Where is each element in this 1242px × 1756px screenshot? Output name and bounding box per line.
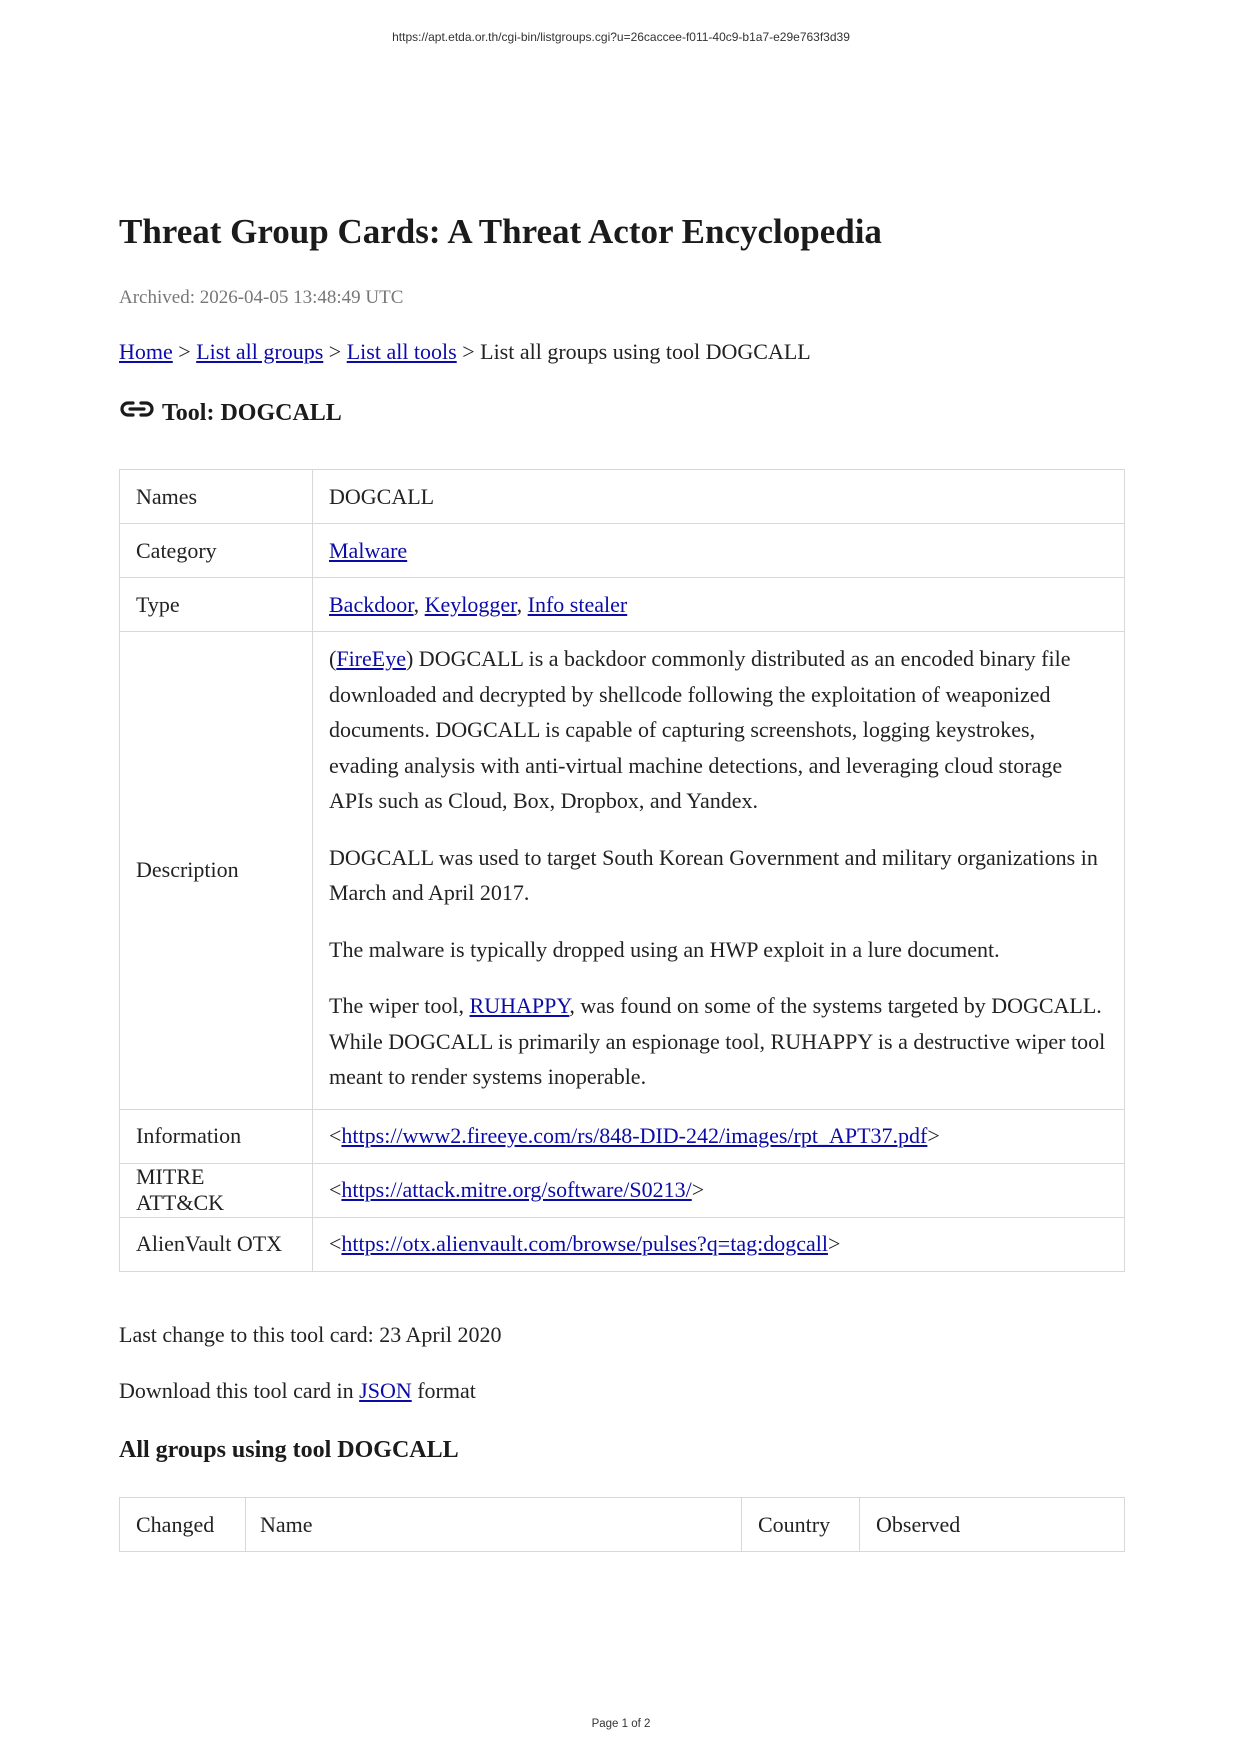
page-title: Threat Group Cards: A Threat Actor Encyclopedia [119,212,882,251]
tool-info-table [119,469,1125,1272]
archived-timestamp: Archived: 2026-04-05 13:48:49 UTC [119,287,404,308]
otx-label: AlienVault OTX [120,1217,313,1271]
table-row [120,1163,1125,1217]
download-line [119,1378,476,1404]
table-row [120,524,1125,578]
groups-heading: All groups using tool DOGCALL [119,1437,459,1463]
breadcrumb-current: > List all groups using tool DOGCALL [456,339,811,364]
type-separator: , [516,591,528,617]
column-header-name[interactable]: Name [246,1498,742,1552]
otx-value [313,1217,1125,1271]
column-header-observed[interactable]: Observed [860,1498,1125,1552]
groups-table [119,1497,1125,1552]
mitre-value [313,1163,1125,1217]
information-label: Information [120,1109,313,1163]
page-number: Page 1 of 2 [591,1718,651,1730]
type-separator: , [413,591,425,617]
angle-open: < [329,1231,342,1256]
download-prefix: Download this tool card in [119,1378,360,1403]
angle-close: > [691,1177,705,1202]
breadcrumb-home-link[interactable]: Home [119,339,173,364]
table-row [120,1109,1125,1163]
information-link[interactable]: https://www2.fireeye.com/rs/848-DID-242/images/rpt_APT37.pdf [341,1123,928,1148]
category-value [313,524,1125,578]
link-icon [119,397,155,421]
tool-heading-text: Tool: DOGCALL [162,400,342,426]
mitre-label: MITRE ATT&CK [120,1163,313,1217]
angle-open: < [329,1123,342,1148]
otx-link[interactable]: https://otx.alienvault.com/browse/pulses?q=tag:dogcall [341,1231,828,1256]
breadcrumb-separator: > [172,339,197,364]
type-label: Type [120,578,313,632]
breadcrumb-groups-link[interactable]: List all groups [196,339,324,364]
json-download-link[interactable]: JSON [359,1378,412,1403]
column-header-changed[interactable]: Changed [120,1498,246,1552]
description-text: ) DOGCALL is a backdoor commonly distributed as an encoded binary file downloaded and decrypted by shellcode following the exploitation of weaponized documents. DOGCALL is capable of capturing screenshots, logging keystrokes, evading analysis with anti-virtual machine detections, and leveraging cloud storage APIs such as Cloud, Box, Dropbox, and Yandex. [329,646,1071,813]
type-keylogger-link[interactable]: Keylogger [424,591,517,617]
description-text: The wiper tool, [329,993,470,1018]
description-paragraph: DOGCALL was used to target South Korean Government and military organizations in March and April 2017. [329,844,1098,905]
type-info-stealer-link[interactable]: Info stealer [527,591,628,617]
names-value: DOGCALL [313,470,1125,524]
category-label: Category [120,524,313,578]
paren-open: ( [329,646,337,671]
download-suffix: format [411,1378,476,1403]
information-value [313,1109,1125,1163]
description-value [313,632,1125,1110]
tool-heading [119,400,342,427]
breadcrumb [119,339,811,365]
description-paragraph [329,641,1108,819]
description-paragraph [329,988,1108,1095]
type-value [313,578,1125,632]
description-label: Description [120,632,313,1110]
angle-open: < [329,1177,342,1202]
page-url-header: https://apt.etda.or.th/cgi-bin/listgroups.cgi?u=26caccee-f011-40c9-b1a7-e29e763f3d39 [392,30,850,44]
groups-table-header [120,1498,1125,1552]
table-row [120,470,1125,524]
ruhappy-link[interactable]: RUHAPPY [469,993,570,1018]
table-row [120,1217,1125,1271]
angle-close: > [927,1123,940,1148]
breadcrumb-separator: > [323,339,347,364]
last-change-text: Last change to this tool card: 23 April 2020 [119,1322,502,1347]
category-malware-link[interactable]: Malware [329,537,408,563]
table-row [120,578,1125,632]
description-text: , was found on some of the systems targeted by DOGCALL. While DOGCALL is primarily an espionage tool, RUHAPPY is a destructive wiper tool meant to render systems inoperable. [329,993,1106,1089]
type-backdoor-link[interactable]: Backdoor [329,591,414,617]
names-label: Names [120,470,313,524]
angle-close: > [827,1231,841,1256]
fireeye-link[interactable]: FireEye [336,646,406,671]
description-paragraph: The malware is typically dropped using an HWP exploit in a lure document. [329,936,1000,962]
table-row [120,632,1125,1110]
breadcrumb-tools-link[interactable]: List all tools [346,339,457,364]
column-header-country[interactable]: Country [742,1498,860,1552]
mitre-link[interactable]: https://attack.mitre.org/software/S0213/ [341,1177,692,1202]
